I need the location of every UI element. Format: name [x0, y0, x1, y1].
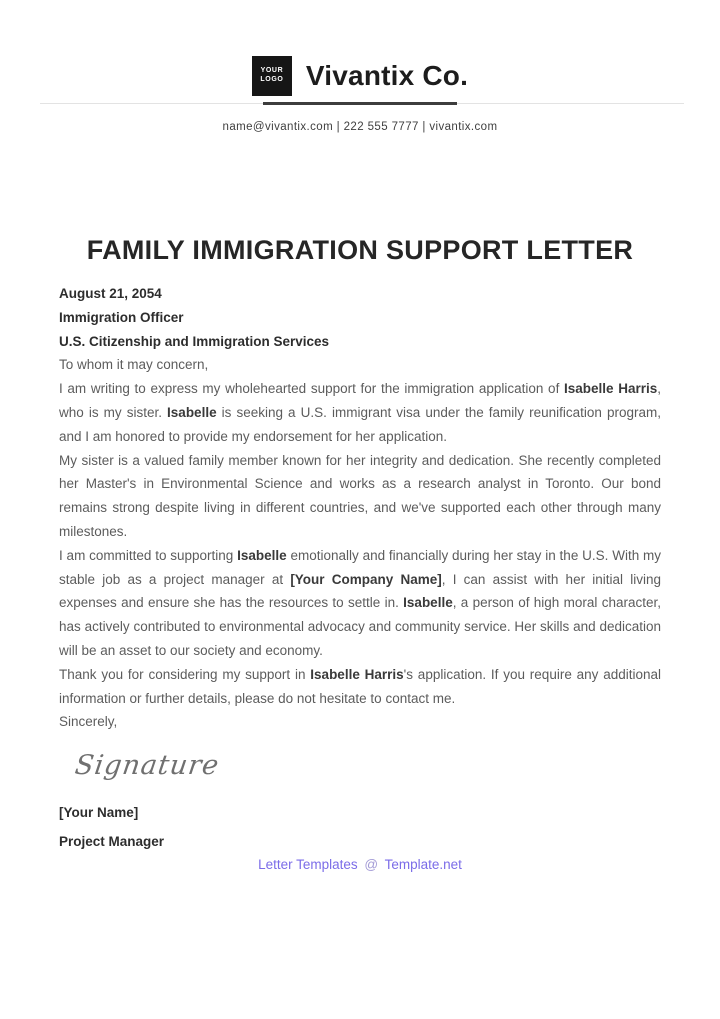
at-separator: @	[364, 857, 379, 873]
letter-content	[0, 235, 720, 849]
salutation: To whom it may concern,	[59, 357, 209, 373]
letter-date: August 21, 2054	[59, 286, 162, 301]
letter-meta	[59, 282, 661, 353]
brand-row	[0, 56, 720, 96]
signature: Signature	[73, 750, 222, 782]
logo-text-line1: YOUR	[260, 67, 284, 75]
header-divider	[0, 102, 720, 106]
letter-paragraph: I am writing to express my wholehearted support for the immigration application of Isabelle Harris, who is my sister. Isabelle is seeking a U.S. immigrant visa under the family reunification program, and I am honored to provide my endorsement for her application.	[59, 381, 661, 444]
company-logo-icon	[252, 56, 292, 96]
recipient-title: Immigration Officer	[59, 309, 184, 325]
company-name: Vivantix Co.	[305, 60, 469, 91]
template-attribution	[0, 857, 720, 872]
footer-link-template-net[interactable]: Template.net	[384, 857, 462, 873]
letter-title: FAMILY IMMIGRATION SUPPORT LETTER	[86, 235, 634, 265]
sender-title: Project Manager	[59, 834, 165, 850]
contact-info: name@vivantix.com | 222 555 7777 | vivantix.com	[222, 121, 498, 133]
letter-paragraph: Thank you for considering my support in Isabelle Harris's application. If you require any additional information or further details, please do not hesitate to contact me.	[59, 666, 662, 706]
letter-paragraph: I am committed to supporting Isabelle emotionally and financially during her stay in the U.S. With my stable job as a project manager at [Your Company Name], I can assist with her initial living expenses and ensure she has the resources to settle in. Isabelle, a person of high moral character, has actively contributed to environmental advocacy and community service. Her skills and dedication will be an asset to our society and economy.	[59, 547, 662, 658]
letterhead	[0, 0, 720, 133]
footer-link-letter-templates[interactable]: Letter Templates	[258, 857, 358, 873]
letter-body	[59, 377, 661, 710]
closing: Sincerely,	[59, 714, 118, 730]
header-divider-dark	[263, 102, 457, 105]
recipient-organization: U.S. Citizenship and Immigration Services	[59, 333, 330, 349]
sender-name: [Your Name]	[59, 805, 139, 821]
logo-text-line2: LOGO	[260, 76, 284, 83]
letter-paragraph: My sister is a valued family member known for her integrity and dedication. She recently completed her Master's in Environmental Science and works as a research analyst in Toronto. Our bond remains strong despite living in different countries, and we've supported each other through many milestones.	[59, 452, 661, 539]
